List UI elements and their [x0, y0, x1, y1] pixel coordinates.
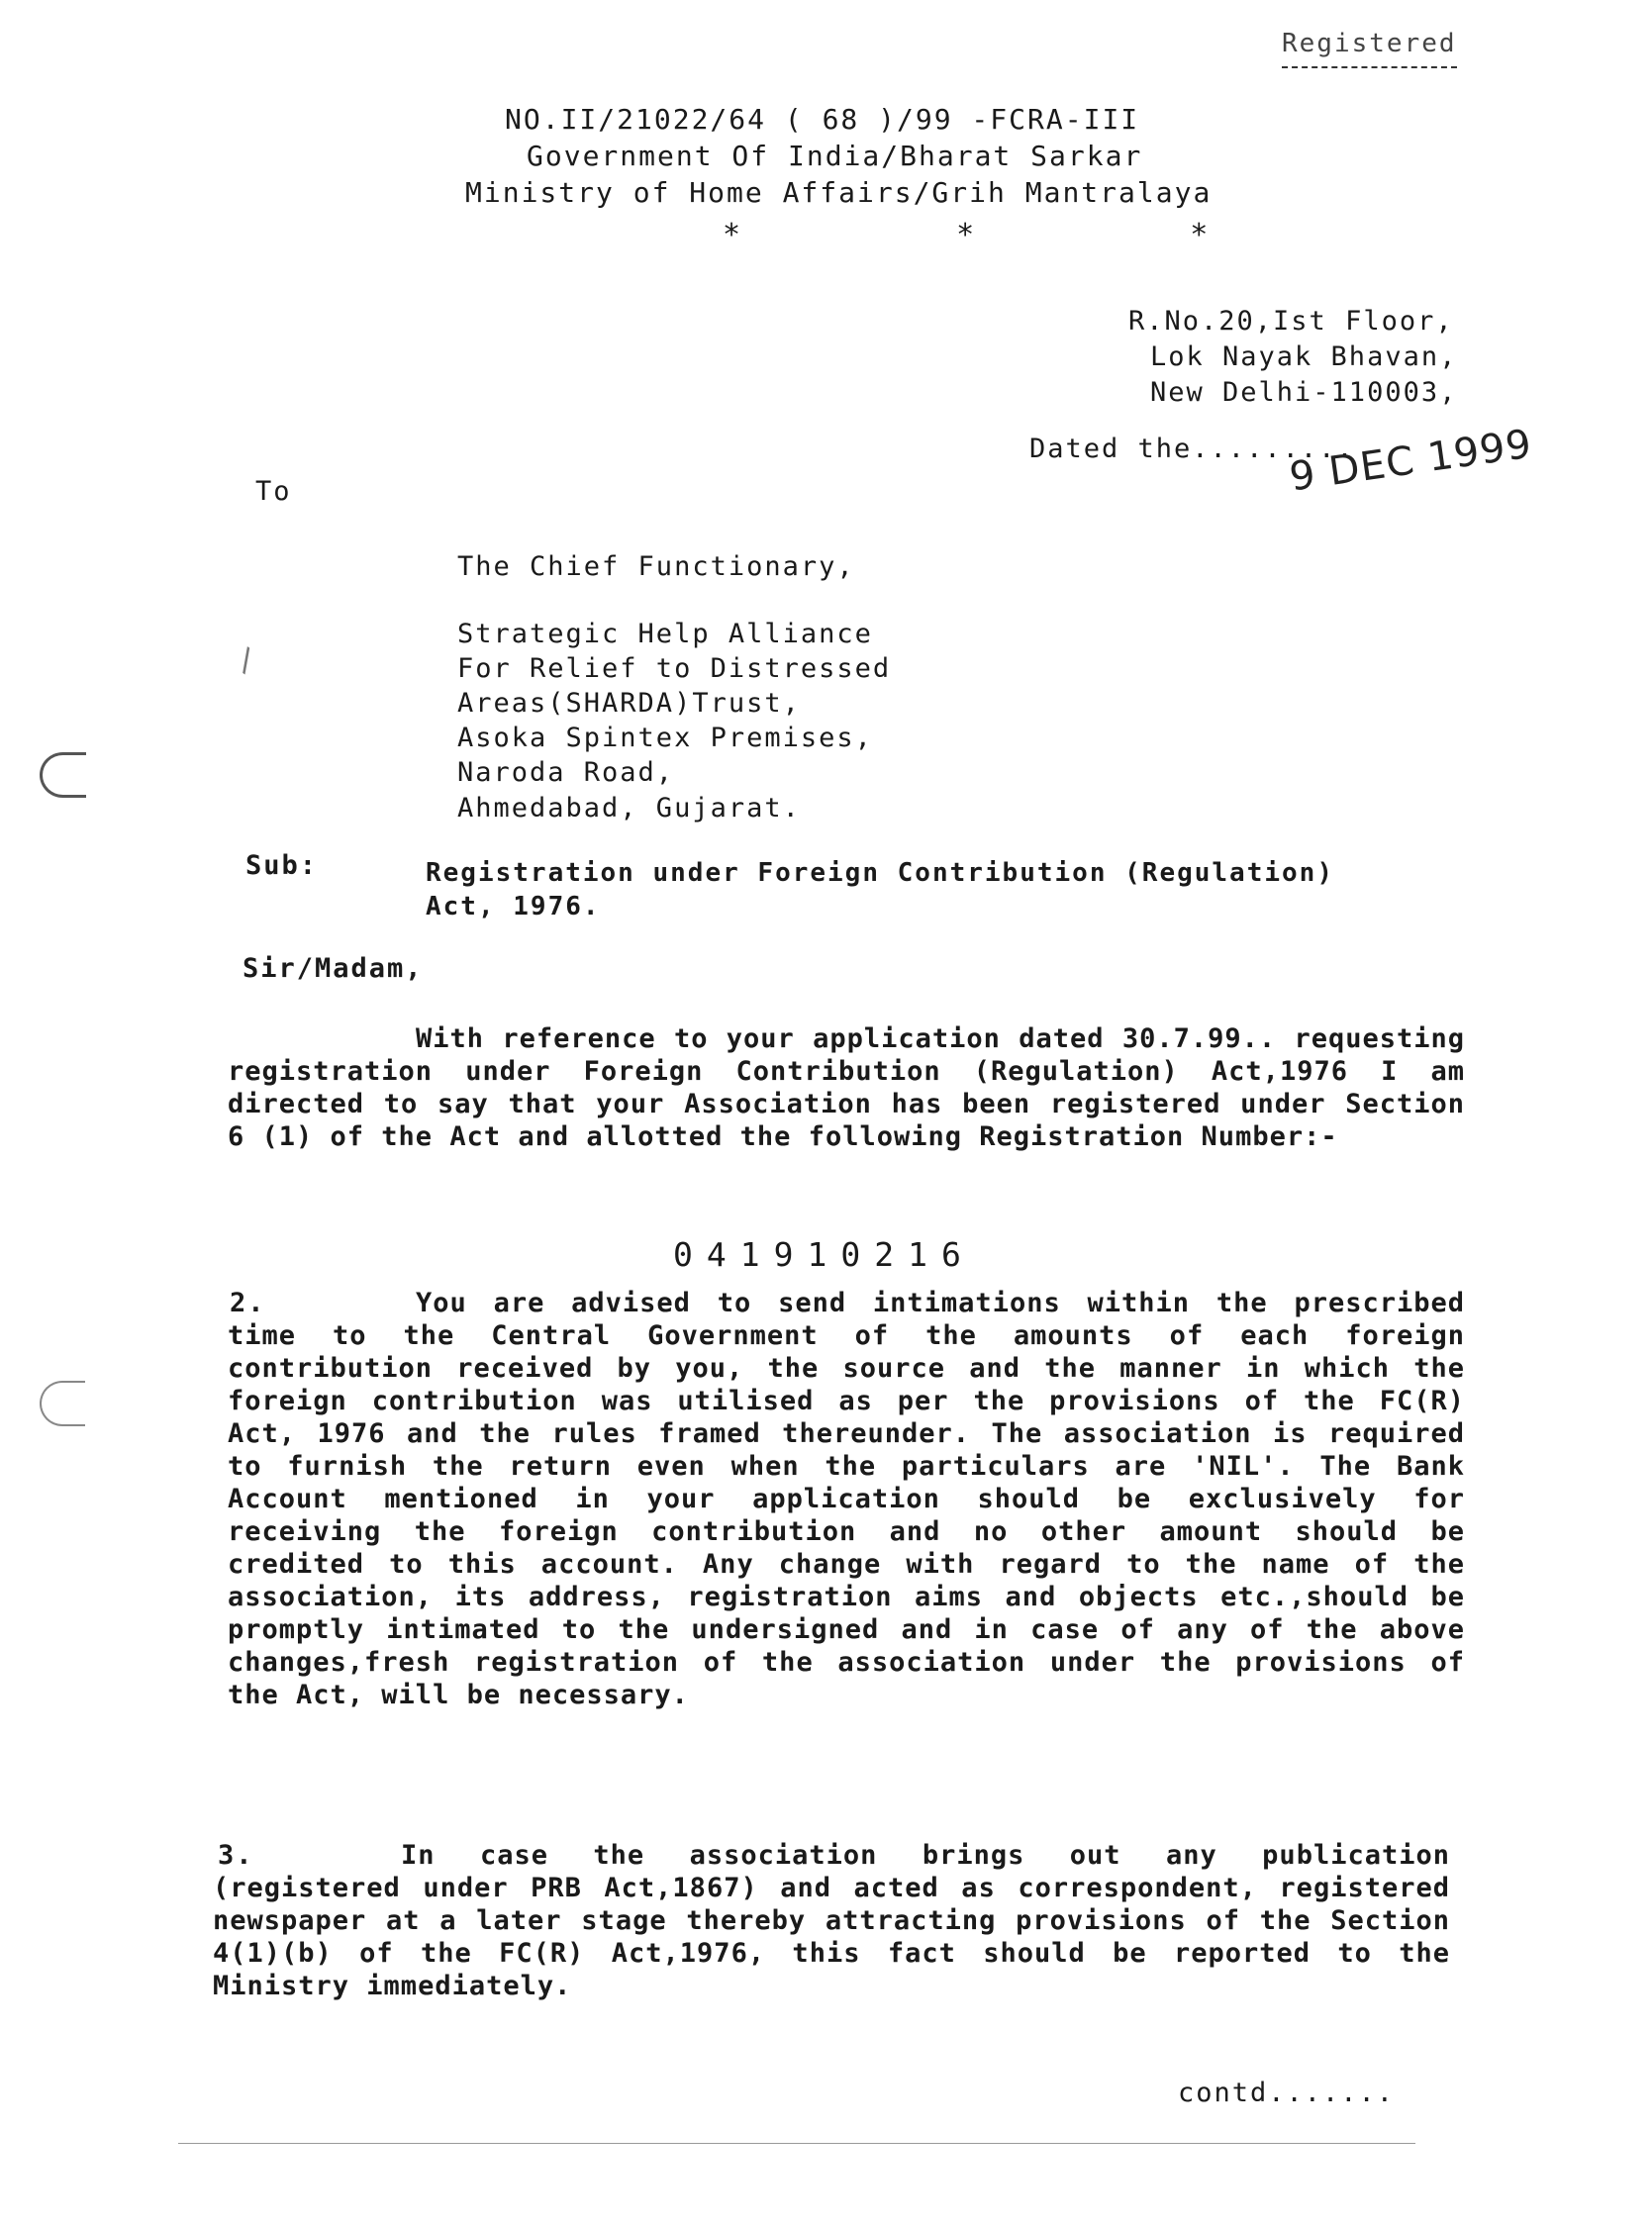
registration-number: 041910216 [673, 1235, 975, 1274]
recipient-line: Areas(SHARDA)Trust, [457, 688, 801, 719]
subject-line-2: Act, 1976. [426, 892, 601, 921]
paragraph-2-number: 2. [230, 1288, 266, 1318]
address-line-2: Lok Nayak Bhavan, [1150, 341, 1458, 372]
date-stamp: 9 DEC 1999 [1287, 421, 1535, 501]
subject-line-1: Registration under Foreign Contribution (Regulation) [426, 858, 1334, 888]
punch-hole-mark [40, 752, 86, 798]
registered-label: Registered [1282, 28, 1457, 68]
subject-label: Sub: [245, 850, 319, 881]
paragraph-1-text: With reference to your application dated 30.7.99.. requesting registration under Foreign Contribution (Regulation) Act,1976 I am directed to say that your Association has been registered under Section 6 (1) of the Act and allotted the following Registration Number:- [228, 1023, 1465, 1152]
page-bottom-rule [178, 2143, 1415, 2144]
punch-hole-mark [40, 1381, 85, 1426]
header-stars: * * * [723, 218, 1308, 252]
paragraph-2-text: You are advised to send intimations within the prescribed time to the Central Government of the amounts of each foreign contribution received by you, the source and the manner in which the foreign contribution was utilised as per the provisions of the FC(R) Act, 1976 and the rules framed thereunder. The association is required to furnish the return even when the particulars are 'NIL'. The Bank Account mentioned in your application should be exclusively for receiving the foreign contribution and no other amount should be credited to this account. Any change with regard to the name of the association, its address, registration aims and objects etc.,should be promptly intimated to the undersigned and in case of any of the above changes,fresh registration of the association under the provisions of the Act, will be necessary. [228, 1288, 1465, 1710]
address-line-3: New Delhi-110003, [1150, 377, 1458, 408]
recipient-line: Strategic Help Alliance [457, 619, 873, 649]
salutation: Sir/Madam, [243, 953, 424, 984]
paragraph-3 [213, 1839, 1450, 2002]
to-label: To [255, 476, 292, 507]
check-mark: \ [229, 640, 264, 681]
file-number: NO.II/21022/64 ( 68 )/99 -FCRA-III [505, 103, 1140, 136]
ministry-name: Ministry of Home Affairs/Grih Mantralaya [465, 176, 1213, 209]
address-line-1: R.No.20,Ist Floor, [1128, 306, 1454, 337]
recipient-line: Naroda Road, [457, 757, 675, 788]
paragraph-2 [228, 1287, 1465, 1711]
paragraph-3-number: 3. [218, 1840, 254, 1871]
recipient-line: For Relief to Distressed [457, 653, 892, 684]
government-name: Government Of India/Bharat Sarkar [527, 140, 1143, 172]
paragraph-1 [228, 1022, 1465, 1153]
continued-label: contd....... [1178, 2078, 1396, 2108]
dated-label: Dated the......... [1029, 434, 1355, 464]
paragraph-3-text: In case the association brings out any publication (registered under PRB Act,1867) and acted as correspondent, registered newspaper at a later stage thereby attracting provisions of the Section 4(1)(b) of the FC(R) Act,1976, this fact should be reported to the Ministry immediately. [213, 1840, 1450, 2001]
recipient-line: Asoka Spintex Premises, [457, 723, 873, 753]
recipient-title: The Chief Functionary, [457, 551, 855, 582]
recipient-line: Ahmedabad, Gujarat. [457, 793, 801, 823]
